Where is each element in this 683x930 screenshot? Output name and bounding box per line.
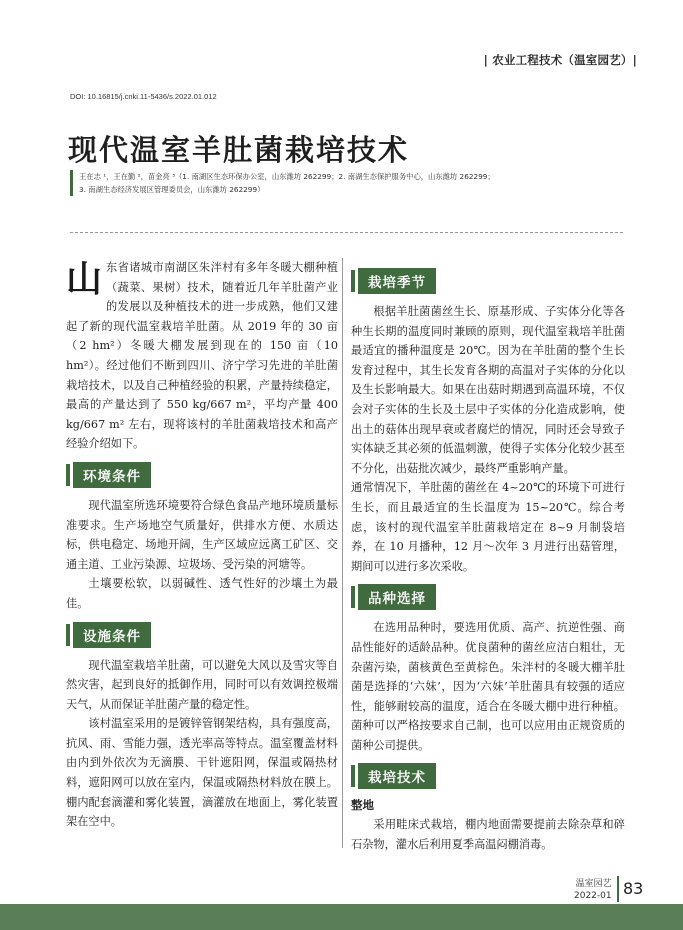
variety-paragraph-1: 在选用品种时，要选用优质、高产、抗逆性强、商品性能好的适龄品种。优良菌种的菌丝应洁白粗壮，无杂菌污染，菌核黄色至黄棕色。朱泮村的冬暖大棚羊肚菌是选择的‘六妹’，因为‘六妹’羊肚菌具有较强的适应性，能够耐较高的温度，适合在冬暖大棚中进行种植。菌种可以严格按要求自己制，也可以应用由正规资质的菌种公司提供。 [351,621,625,752]
heading-label: 栽培季节 [358,268,436,294]
drop-cap: 山 [66,258,103,300]
intro-paragraph [66,258,338,454]
journal-issue: 2022-01 [574,891,612,901]
page-number: 83 [623,879,644,898]
footer-separator [617,876,619,902]
heading-technique [351,763,625,789]
footer-band [0,904,683,930]
doi: DOI: 10.16815/j.cnki.11-5436/s.2022.01.012 [70,92,217,101]
column-divider [342,258,343,848]
season-paragraph-2: 通常情况下，羊肚菌的菌丝在 4~20℃的环境下可进行生长，而且最适宜的生长温度为 15~20℃。综合考虑，该村的现代温室羊肚菌栽培定在 8~9 月制袋培养，在 10 月播种，12 月～次年 3 月进行出菇管理，期间可以进行多次采收。 [351,481,625,573]
intro-text: 东省诸城市南湖区朱泮村有多年冬暖大棚种植（蔬菜、果树）技术，随着近几年羊肚菌产业的发展以及种植技术的进一步成熟，他们又建起了新的现代温室栽培羊肚菌。从 2019 年的 30 亩（2 hm²）冬暖大棚发展到现在的 150 亩（10 hm²）。经过他们不断到四川、济宁学习先进的羊肚菌栽培技术，以及自己种植经验的积累，产量持续稳定，最高的产量达到了 550 kg/667 m²，平均产量 400 kg/667 m² 左右，现将该村的羊肚菌栽培技术和高产经验介绍如下。 [66,261,338,451]
authors-line-1: 王在志 ¹，王在勤 ²，苗金亮 ³（1. 南湖区生态环保办公室，山东潍坊 262299；2. 南湖生态保护服务中心，山东潍坊 262299； [79,172,495,181]
journal-name: 温室园艺 [575,879,612,889]
top-margin [0,0,683,16]
heading-label: 栽培技术 [358,763,436,789]
heading-label: 环境条件 [73,462,151,488]
land-paragraph-1: 采用畦床式栽培，棚内地面需要提前去除杂草和碎石杂物，灌水后利用夏季高温闷棚消毒。 [351,818,625,852]
heading-label: 品种选择 [358,584,436,610]
facility-paragraph-2: 该村温室采用的是镀锌管钢架结构，具有强度高，抗风、雨、雪能力强，透光率高等特点。温室覆盖材料由内到外依次为无滴膜、干针遮阳网，保温或隔热材料，遮阳网可以放在室内，保温或隔热材料放在膜上。棚内配套滴灌和雾化装置，滴灌放在地面上，雾化装置架在空中。 [66,717,338,829]
heading-variety [351,584,625,610]
left-column [66,258,338,832]
subheading-land-prep: 整地 [351,798,374,813]
facility-paragraph-1: 现代温室栽培羊肚菌，可以避免大风以及雪灾等自然灾害，起到良好的抵御作用，同时可以有效调控极端天气，从而保证羊肚菌产量的稳定性。 [66,658,338,711]
heading-facility [66,622,338,648]
footer-journal [574,878,612,902]
env-paragraph-2: 土壤要松软，以弱碱性、透气性好的沙壤土为最佳。 [66,577,338,610]
heading-season [351,268,625,294]
author-block [70,170,639,196]
heading-label: 设施条件 [73,622,151,648]
section-tag: | 农业工程技术（温室园艺）| [483,53,637,67]
authors-line-2: 3. 南湖生态经济发展区管理委员会，山东潍坊 262299） [79,185,265,194]
heading-environment [66,462,338,488]
right-column [351,258,625,855]
title-divider [70,232,623,233]
env-paragraph-1: 现代温室所选环境要符合绿色食品产地环境质量标准要求。生产场地空气质量好，供排水方便、水质达标，供电稳定、场地开阔，生产区域应远离工矿区、交通主道、工业污染源、垃圾场、受污染的河塘等。 [66,498,338,571]
article-title: 现代温室羊肚菌栽培技术 [68,133,410,167]
season-paragraph-1: 根据羊肚菌菌丝生长、原基形成、子实体分化等各种生长期的温度同时兼顾的原则，现代温室栽培羊肚菌最适宜的播种温度是 20℃。因为在羊肚菌的整个生长发育过程中，其生长发育各期的高温对子实体的分化以及生长影响最大。如果在出菇时期遇到高温环境，不仅会对子实体的生长及土层中子实体的分化造成影响，使出土的菇体出现早衰或者腐烂的情况，同时还会导致子实体缺乏其必须的低温刺激，使得子实体分化较少甚至不分化，出菇批次减少，最终严重影响产量。 [351,305,625,475]
